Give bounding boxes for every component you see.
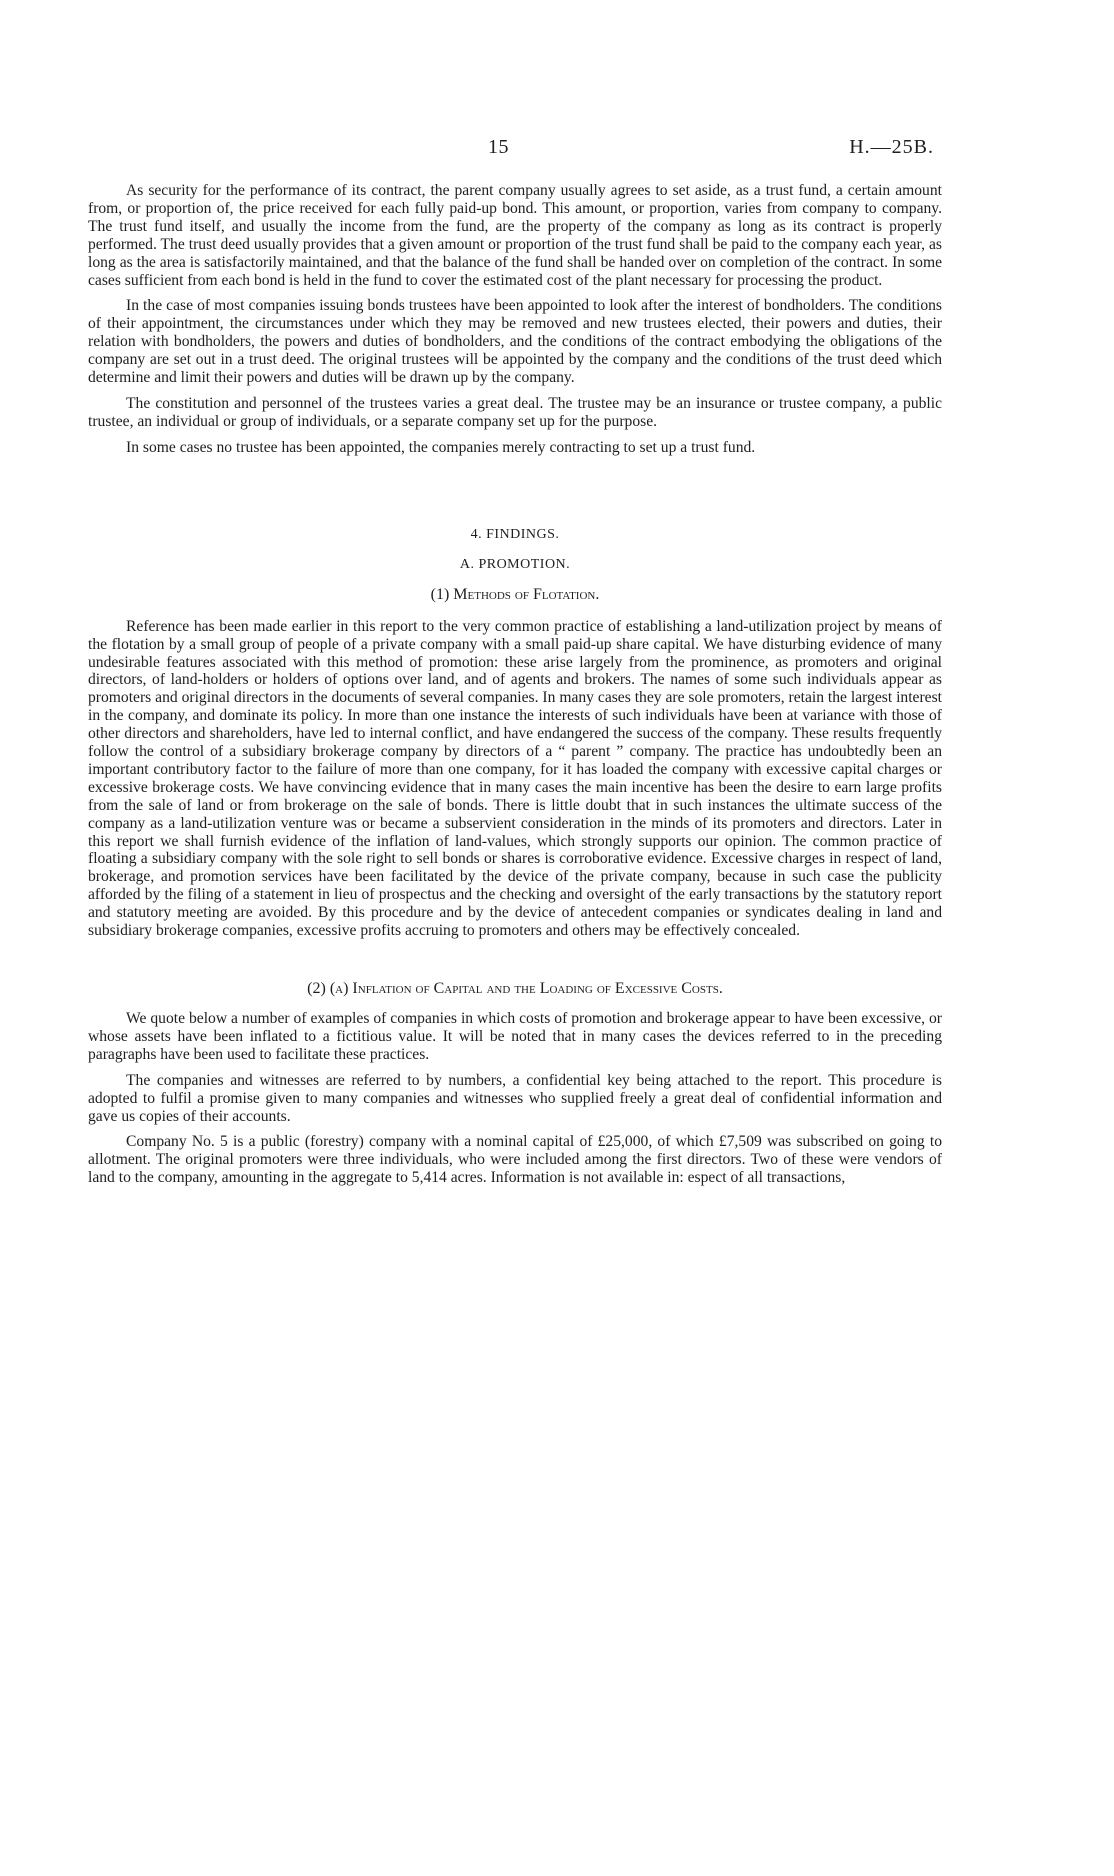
paragraph-examples-intro: We quote below a number of examples of companies in which costs of promotion and brokerage appear to have been excessive, or whose assets have been inflated to a fictitious value. It will be noted that in many cases the devices referred to in the preceding paragraphs have been used to facilitate these practices.	[88, 1010, 942, 1063]
paragraph-no-trustee: In some cases no trustee has been appointed, the companies merely contracting to set up a trust fund.	[126, 438, 756, 456]
paragraph-methods-of-flotation: Reference has been made earlier in this report to the very common practice of establishing a land-utilization project by means of the flotation by a small group of people of a private company with a small paid-up share capital. We have disturbing evidence of many undesirable features associated with this method of promotion: these arise largely from the prominence, as promoters and original directors, of land-holders or holders of options over land, and of agents and brokers. The names of some such individuals appear as promoters and original directors in the documents of several companies. In many cases they are sole promoters, retain the largest interest in the company, and dominate its policy. In more than one instance the interests of such individuals have been at variance with those of other directors and shareholders, have led to internal conflict, and have endangered the success of the company. These results frequently follow the control of a subsidiary brokerage company by directors of a “ parent ” company. The practice has undoubtedly been an important contributory factor to the failure of more than one company, for it has loaded the company with excessive capital charges or excessive brokerage costs. We have convincing evidence that in many cases the main incentive has been the desire to earn large profits from the sale of land or from brokerage on the sale of bonds. There is little doubt that in such instances the ultimate success of the company as a land-utilization venture was or became a subservient consideration in the minds of its promoters and directors. Later in this report we shall furnish evidence of the inflation of land-values, which strongly supports our opinion. The common practice of floating a subsidiary company with the sole right to sell bonds or shares is corroborative evidence. Excessive charges in respect of land, brokerage, and promotion services have been facilitated by the device of the private company, because in such case the publicity afforded by the filing of a statement in lieu of prospectus and the checking and oversight of the early transactions by the statutory report and statutory meeting are avoided. By this procedure and by the device of antecedent companies or syndicates dealing in land and subsidiary brokerage companies, excessive profits accruing to promoters and others may be effectively concealed.	[88, 617, 942, 940]
paragraph-confidential-key: The companies and witnesses are referred to by numbers, a confidential key being attached to the report. This procedure is adopted to fulfil a promise given to many companies and witnesses who supplied freely a great deal of confidential information and gave us copies of their accounts.	[88, 1071, 942, 1125]
document-reference: H.—25B.	[849, 136, 934, 158]
promotion-subheading: A. PROMOTION.	[459, 556, 571, 572]
paragraph-trust-fund: As security for the performance of its contract, the parent company usually agrees to set aside, as a trust fund, a certain amount from, or proportion of, the price received for each fully paid-up bond. This amount, or proportion, varies from company to company. The trust fund itself, and usually the income from the fund, are the property of the company as long as its contract is properly performed. The trust deed usually provides that a given amount or proportion of the trust fund shall be paid to the company each year, as long as the area is satisfactorily maintained, and that the balance of the fund shall be handed over on completion of the contract. In some cases sufficient from each bond is held in the fund to cover the estimated cost of the plant necessary for processing the product.	[88, 182, 942, 289]
paragraph-company-no-5: Company No. 5 is a public (forestry) company with a nominal capital of £25,000, of which £7,509 was subscribed on going to allotment. The original promoters were three individuals, who were included among the first directors. Two of these were vendors of land to the company, amounting in the aggregate to 5,414 acres. Information is not available in: espect of all transactions,	[88, 1133, 942, 1187]
inflation-of-capital-heading: (2) (a) Inflation of Capital and the Loading of Excessive Costs.	[307, 980, 723, 997]
methods-of-flotation-heading: (1) Methods of Flotation.	[430, 585, 600, 603]
page-body	[88, 182, 942, 1195]
paragraph-trustees: In the case of most companies issuing bonds trustees have been appointed to look after the interest of bondholders. The conditions of their appointment, the circumstances under which they may be removed and new trustees elected, their powers and duties, their relation with bondholders, the powers and duties of bondholders, and the conditions of the contract embodying the obligations of the company are set out in a trust deed. The original trustees will be appointed by the company and the conditions of the trust deed which determine and limit their powers and duties will be drawn up by the company.	[88, 297, 942, 387]
findings-heading: 4. FINDINGS.	[470, 526, 560, 542]
page-number: 15	[488, 136, 509, 158]
paragraph-trustee-constitution: The constitution and personnel of the trustees varies a great deal. The trustee may be an insurance or trustee company, a public trustee, an individual or group of individuals, or a separate company set up for the purpose.	[88, 394, 942, 430]
